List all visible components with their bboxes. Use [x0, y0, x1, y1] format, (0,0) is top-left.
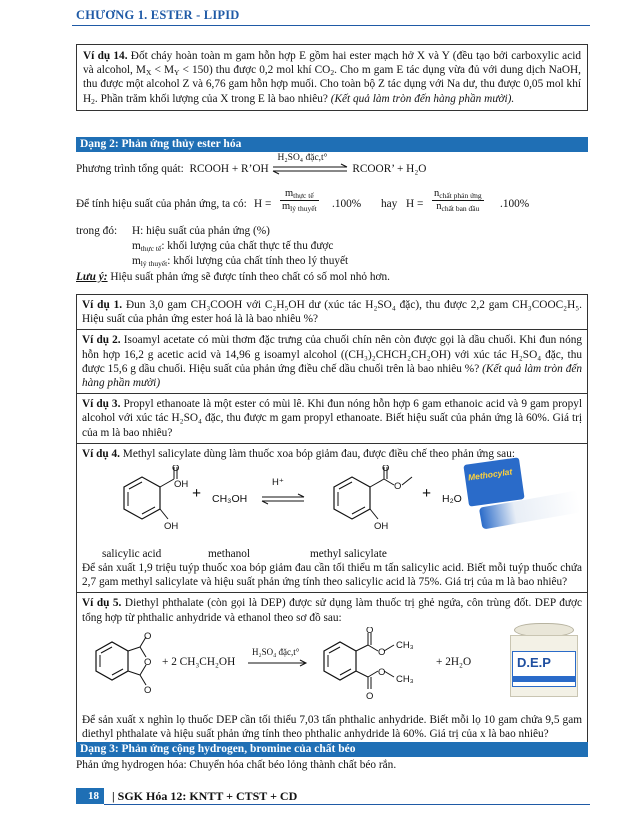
svg-text:O: O [144, 684, 152, 696]
dep-jar [508, 623, 580, 707]
example-14-text-c: < 150) thu được 0,2 mol khí CO [179, 64, 331, 77]
chapter-rule [72, 25, 590, 26]
section-2-title: Dạng 2: Phản ứng thủy ester hóa [80, 138, 242, 150]
def-m2-text: : khối lượng của chất tính theo lý thuyết [167, 255, 349, 268]
or-word: hay [381, 198, 398, 210]
example-5-label: Ví dụ 5. [82, 597, 122, 610]
example-14-text: Đốt cháy hoàn toàn m gam hỗn hợp E gồm hai ester mạch hở X và Y (đều tạo bởi carboxylic acid và alcohol, M [83, 50, 581, 77]
svg-text:O: O [144, 630, 152, 642]
example-4-text: Methyl salicylate dùng làm thuốc xoa bóp giảm đau, được điều chế theo phản ứng sau: [119, 447, 515, 460]
example-2-label: Ví dụ 2. [82, 334, 121, 347]
example-14-text-d: . Cho m gam E tác dụng vừa đủ với dung dịch NaOH, thu được một alcohol Z và 6,76 gam hỗn hợp muối. Cho toàn bộ Z tác dụng với Na dư, thu được 0,05 mol khí H [83, 64, 581, 105]
water-product: + 2H₂O [436, 655, 472, 668]
name-methanol: methanol [208, 548, 251, 561]
def-m2-symbol: m [132, 255, 141, 268]
example-4-after: Để sản xuất 1,9 triệu tuýp thuốc xoa bóp giảm đau cần tối thiểu m tấn salicylic acid. Biết mỗi tuýp thuốc chứa 2,7 gam methyl salicylate và hiệu suất phản ứng tính theo salicylic acid là 75%. Giá trị của m là bao nhiêu? [82, 562, 582, 589]
dep-jar-brand: D.E.P [517, 654, 551, 670]
dep-jar-label [512, 651, 576, 687]
h-equals-1: H = [254, 198, 272, 210]
m-symbol: m [284, 188, 294, 199]
name-salicylic-acid: salicylic acid [102, 548, 162, 561]
yield-label: Để tính hiệu suất của phản ứng, ta có: [76, 198, 247, 210]
mole-denominator [432, 201, 484, 213]
mole-numerator [432, 188, 484, 201]
note-text: Hiệu suất phản ứng sẽ được tính theo chất có số mol nhỏ hơn. [107, 270, 390, 283]
n-symbol: n [434, 188, 440, 199]
example-1-text: Đun 3,0 gam CH₃COOH với C₂H₅OH dư (xúc tác H₂SO₄ đặc), thu được 2,2 gam CH₃COOC₂H₅. Hiệu suất của phản ứng ester hoá là là bao nhiêu %? [82, 299, 582, 326]
section-3-text: Phản ứng hydrogen hóa: Chuyển hóa chất béo lỏng thành chất béo rắn. [76, 759, 397, 771]
svg-text:OH: OH [374, 521, 389, 533]
m-symbol-2: m [282, 201, 291, 212]
footer-rule [104, 804, 590, 805]
yield-formula [76, 188, 588, 222]
example-2 [77, 329, 587, 393]
mole-fraction [432, 188, 484, 213]
mass-numerator [280, 188, 319, 201]
note-label: Lưu ý: [76, 270, 108, 283]
def-m2-sub: lý thuyết [140, 259, 168, 269]
example-14-box: Ví dụ 14. Đốt cháy hoàn toàn m gam hỗn hợp E gồm hai ester mạch hở X và Y (đều tạo bởi carboxylic acid và alcohol, $M_X < M_Y < 150$) thu được 0,2 mol khí $CO_2$. Cho m gam E tác dụng vừa đủ với dung dịch NaOH, thu được một alcohol Z và 6,76 gam hỗn hợp muối. Cho toàn bộ Z tác dụng với Na dư, thu được 0,05 mol khí $H_2$. Phần trăm khối lượng của X trong E là bao nhiêu? (Kết quả làm tròn đến hàng phần mười). [76, 44, 588, 111]
example-5 [77, 592, 587, 744]
catalyst: H⁺ [272, 477, 284, 489]
equilibrium-arrow-icon-2 [260, 493, 306, 505]
svg-text:O: O [378, 646, 386, 658]
note-row [76, 270, 588, 284]
def-h: H: hiệu suất của phản ứng (%) [132, 225, 270, 237]
svg-text:O: O [144, 656, 152, 668]
products: RCOOR’ + H₂O [352, 163, 427, 175]
reactants: RCOOH + R’OH [189, 163, 269, 175]
h-equals-2: H = [406, 198, 424, 210]
svg-text:OH: OH [174, 479, 189, 491]
example-14-note: (Kết quả làm tròn đến hàng phần mười). [330, 92, 515, 105]
example-4 [77, 443, 587, 593]
general-label: Phương trình tổng quát: [76, 163, 184, 175]
plus-2: + [422, 485, 432, 503]
svg-text:O: O [366, 690, 374, 702]
ch3-bottom: CH₃ [396, 673, 414, 685]
def-m1-row [76, 239, 588, 253]
def-m1-text: : khối lượng của chất thực tế thu được [161, 240, 334, 253]
where-label: trong đó: [76, 225, 118, 237]
compound-names [82, 547, 582, 561]
example-5-after: Để sản xuất x nghìn lọ thuốc DEP cần tối thiểu 7,03 tấn phthalic anhydride. Biết mỗi lọ 10 gam chứa 9,5 gam diethyl phthalate và hiệu suất phản ứng tính theo phthalic anhydride là 60%. Giá trị của x là bao nhiêu? [82, 713, 582, 741]
example-3 [77, 393, 587, 443]
n-symbol-2: n [436, 201, 442, 212]
dep-scheme [82, 625, 582, 713]
methyl-salicylate-scheme [82, 461, 582, 547]
chapter-title: CHƯƠNG 1. ESTER - LIPID [76, 8, 240, 22]
svg-text:O: O [394, 481, 402, 493]
ethanol-reagent: + 2 CH₃CH₂OH [162, 655, 236, 668]
general-equation [76, 153, 588, 176]
svg-text:OH: OH [164, 521, 179, 533]
example-1-label: Ví dụ 1. [82, 299, 123, 311]
methyl-salicylate-structure [312, 465, 422, 539]
m-sub-theory: lý thuyết [290, 204, 317, 213]
mass-denominator [280, 201, 319, 213]
n-sub-initial: chất ban đầu [441, 204, 480, 213]
water-formula: H₂O [442, 493, 462, 506]
page-number: 18 [88, 790, 99, 802]
definitions [76, 224, 588, 284]
section-2-band [76, 137, 588, 152]
methocylat-brand: Methocylat [467, 466, 513, 483]
plus-1: + [192, 485, 202, 503]
example-14-text-b: < M [151, 64, 175, 77]
salicylic-acid-structure [102, 465, 192, 539]
svg-text:O: O [172, 465, 180, 475]
def-h-row [76, 224, 588, 238]
dep-condition: H₂SO₄ đặc,t° [252, 646, 300, 657]
ch3-top: CH₃ [396, 639, 414, 651]
times-100-2: .100% [500, 198, 530, 210]
footer-text: | SGK Hóa 12: KNTT + CTST + CD [112, 789, 298, 803]
n-sub-reacted: chất phản ứng [439, 191, 482, 200]
example-4-label: Ví dụ 4. [82, 447, 120, 460]
svg-text:O: O [382, 465, 390, 475]
example-3-text: Propyl ethanoate là một ester có mùi lê. Khi đun nóng hỗn hợp 6 gam ethanoic acid và 9 gam propyl alcohol với xúc tác H₂SO₄ đặc, thu được m gam propyl ethanoate. Biết hiệu suất của phản ứng là 60%. Giá trị của m là bao nhiêu? [82, 398, 583, 439]
reaction-arrow-icon [248, 659, 308, 667]
svg-text:O: O [378, 666, 386, 678]
times-100-1: .100% [332, 198, 362, 210]
phthalic-anhydride-structure [86, 631, 156, 701]
def-m1-symbol: m [132, 240, 141, 253]
mass-fraction [280, 188, 319, 213]
section-3-title: Dạng 3: Phản ứng cộng hydrogen, bromine của chất béo [80, 743, 356, 755]
dep-label-stripe [513, 676, 575, 682]
example-14-text-e: . Phần trăm khối lượng của X trong E là bao nhiêu? [94, 92, 331, 105]
example-2-note: (Kết quả làm tròn đến hàng phần mười) [82, 362, 583, 390]
example-14-label: Ví dụ 14. [83, 50, 128, 62]
examples-box [76, 294, 588, 745]
equilibrium-arrow [271, 153, 349, 176]
equilibrium-arrow-icon [271, 162, 349, 176]
example-5-text: Diethyl phthalate (còn gọi là DEP) được sử dụng làm thuốc trị ghẻ ngứa, côn trùng đốt. DEP được tổng hợp từ phthalic anhydride và ethanol theo sơ đồ sau: [82, 597, 582, 624]
reaction-condition: H₂SO₄ đặc,t° [277, 153, 328, 164]
def-m2-row [76, 254, 588, 268]
example-2-text: Isoamyl acetate có mùi thơm đặc trưng của chuối chín nên còn được gọi là dầu chuối. Khi đun nóng hỗn hợp 16,2 g acetic acid và 14,96 g isoamyl alcohol ((CH₃)₂CHCH₂CH₂OH) với xúc tác H₂SO₄ đặc, thu được 15,6 g dầu chuối. Hiệu suất của phản ứng điều chế dầu chuối trên là bao nhiêu %? [82, 334, 583, 375]
methocylat-box [463, 457, 524, 506]
name-methyl-salicylate: methyl salicylate [310, 548, 387, 561]
methanol-formula: CH₃OH [212, 493, 248, 506]
def-m1-sub: thực tế [140, 244, 162, 254]
example-3-label: Ví dụ 3. [82, 398, 121, 411]
example-1 [77, 295, 587, 329]
svg-text:O: O [366, 626, 374, 636]
section-3-band [76, 742, 588, 757]
m-sub-actual: thực tế [293, 191, 314, 200]
